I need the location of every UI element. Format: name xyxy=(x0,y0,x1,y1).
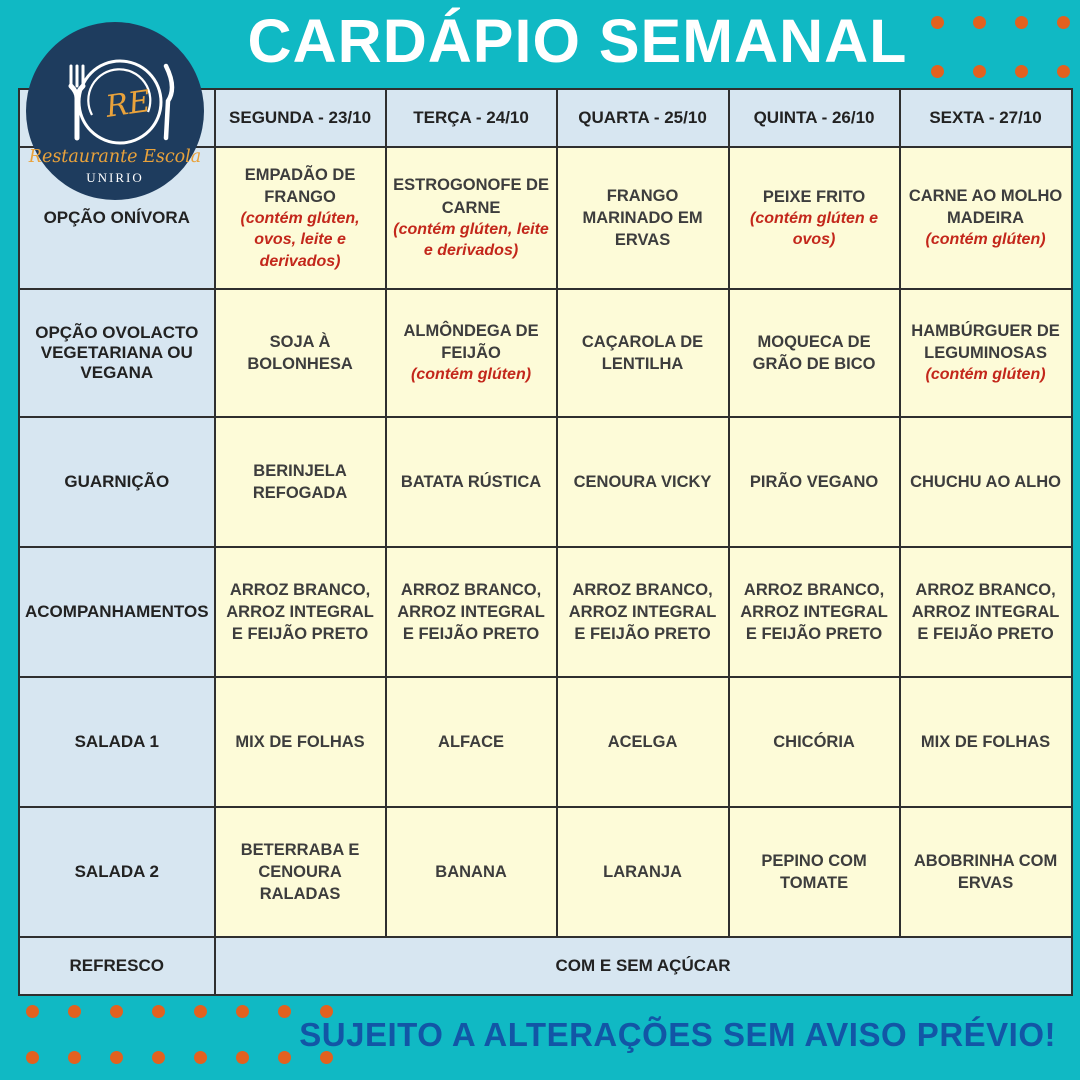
dot-icon xyxy=(1057,65,1070,78)
dot-icon xyxy=(68,1051,81,1064)
dish-name: CARNE AO MOLHO MADEIRA xyxy=(908,187,1063,228)
dot-icon xyxy=(236,1051,249,1064)
logo-org-name: UNIRIO xyxy=(86,170,144,185)
menu-cell xyxy=(729,547,900,677)
dish-name: PEIXE FRITO xyxy=(762,187,866,206)
dot-icon xyxy=(110,1051,123,1064)
dot-icon xyxy=(236,1005,249,1018)
allergen-note: (contém glúten) xyxy=(925,231,1046,249)
allergen-note: (contém glúten, ovos, leite e derivados) xyxy=(240,209,360,270)
dish-name: PEPINO COM TOMATE xyxy=(761,851,867,892)
day-header-monday: SEGUNDA - 23/10 xyxy=(215,89,386,147)
dish-name: CENOURA VICKY xyxy=(573,472,712,491)
menu-cell xyxy=(215,417,386,547)
dish-name: ARROZ BRANCO, ARROZ INTEGRAL E FEIJÃO PRETO xyxy=(226,580,374,644)
dish-name: BANANA xyxy=(435,862,507,881)
row-label-salad2: SALADA 2 xyxy=(19,807,215,937)
dish-name: ACELGA xyxy=(607,732,678,751)
dish-name: SOJA À BOLONHESA xyxy=(247,332,353,373)
menu-cell xyxy=(557,677,729,807)
dish-name: FRANGO MARINADO EM ERVAS xyxy=(582,186,703,250)
day-header-tuesday: TERÇA - 24/10 xyxy=(386,89,557,147)
dish-name: ABOBRINHA COM ERVAS xyxy=(913,851,1058,892)
menu-table xyxy=(18,88,1073,996)
menu-cell xyxy=(386,417,557,547)
menu-cell xyxy=(557,289,729,417)
row-label-omnivore: OPÇÃO ONÍVORA xyxy=(19,147,215,289)
table-row-side xyxy=(19,417,1072,547)
menu-cell xyxy=(215,807,386,937)
dot-icon xyxy=(973,16,986,29)
dish-name: ARROZ BRANCO, ARROZ INTEGRAL E FEIJÃO PRETO xyxy=(397,580,545,644)
dish-name: CAÇAROLA DE LENTILHA xyxy=(581,332,704,373)
dot-icon xyxy=(68,1005,81,1018)
dish-name: ESTROGONOFE DE CARNE xyxy=(393,176,549,217)
dot-icon xyxy=(26,1005,39,1018)
dot-icon xyxy=(278,1051,291,1064)
table-row-vegetarian xyxy=(19,289,1072,417)
dot-icon xyxy=(278,1005,291,1018)
day-header-wednesday: QUARTA - 25/10 xyxy=(557,89,729,147)
menu-cell xyxy=(215,147,386,289)
row-label-staples: ACOMPANHAMENTOS xyxy=(19,547,215,677)
dot-icon xyxy=(194,1005,207,1018)
menu-cell xyxy=(386,677,557,807)
dish-name: CHICÓRIA xyxy=(773,732,855,751)
row-label-side: GUARNIÇÃO xyxy=(19,417,215,547)
dish-name: PIRÃO VEGANO xyxy=(749,472,879,491)
menu-cell xyxy=(215,547,386,677)
dish-name: EMPADÃO DE FRANGO xyxy=(244,165,356,206)
decorative-dots-bottom-left xyxy=(26,1005,333,1064)
row-label-salad1: SALADA 1 xyxy=(19,677,215,807)
table-row-drink xyxy=(19,937,1072,995)
allergen-note: (contém glúten e ovos) xyxy=(750,209,879,249)
allergen-note: (contém glúten) xyxy=(925,366,1046,384)
day-header-friday: SEXTA - 27/10 xyxy=(900,89,1072,147)
menu-cell xyxy=(729,417,900,547)
dish-name: ALMÔNDEGA DE FEIJÃO xyxy=(403,322,539,363)
dish-name: BATATA RÚSTICA xyxy=(400,472,542,491)
dot-icon xyxy=(26,1051,39,1064)
dish-name: MOQUECA DE GRÃO DE BICO xyxy=(752,332,876,373)
restaurant-logo xyxy=(26,22,204,200)
dish-name: LARANJA xyxy=(603,862,682,881)
menu-cell xyxy=(729,147,900,289)
menu-cell xyxy=(900,289,1072,417)
menu-cell xyxy=(900,547,1072,677)
menu-cell xyxy=(557,807,729,937)
menu-cell xyxy=(386,147,557,289)
menu-cell xyxy=(386,807,557,937)
allergen-note: (contém glúten) xyxy=(411,366,532,384)
row-label-vegetarian: OPÇÃO OVOLACTO VEGETARIANA OU VEGANA xyxy=(19,289,215,417)
menu-cell xyxy=(557,147,729,289)
dot-icon xyxy=(110,1005,123,1018)
dish-name: CHUCHU AO ALHO xyxy=(910,472,1062,491)
dot-icon xyxy=(1015,65,1028,78)
dot-icon xyxy=(1057,16,1070,29)
dish-name: MIX DE FOLHAS xyxy=(235,732,365,751)
menu-cell xyxy=(729,807,900,937)
menu-cell xyxy=(900,677,1072,807)
disclaimer-text: SUJEITO A ALTERAÇÕES SEM AVISO PRÉVIO! xyxy=(299,1016,1056,1053)
dot-icon xyxy=(152,1051,165,1064)
menu-cell xyxy=(215,289,386,417)
dish-name: ARROZ BRANCO, ARROZ INTEGRAL E FEIJÃO PRETO xyxy=(740,580,888,644)
dot-icon xyxy=(152,1005,165,1018)
table-row-salad2 xyxy=(19,807,1072,937)
dish-name: ALFACE xyxy=(438,732,505,751)
dot-icon xyxy=(973,65,986,78)
dish-name: ARROZ BRANCO, ARROZ INTEGRAL E FEIJÃO PRETO xyxy=(568,580,717,644)
page-title: CARDÁPIO SEMANAL xyxy=(247,7,908,75)
logo-restaurant-name: Restaurante Escola xyxy=(28,147,202,167)
menu-cell xyxy=(729,677,900,807)
merged-drink-cell: COM E SEM AÇÚCAR xyxy=(215,937,1072,995)
dish-name: MIX DE FOLHAS xyxy=(920,732,1051,751)
menu-cell xyxy=(557,417,729,547)
allergen-note: (contém glúten, leite e derivados) xyxy=(393,220,549,260)
decorative-dots-top-right xyxy=(931,16,1070,78)
menu-cell xyxy=(900,417,1072,547)
table-row-salad1 xyxy=(19,677,1072,807)
menu-cell xyxy=(900,147,1072,289)
logo-monogram: RE xyxy=(103,83,153,125)
dish-name: BETERRABA E CENOURA RALADAS xyxy=(240,840,360,904)
menu-cell xyxy=(729,289,900,417)
dish-name: HAMBÚRGUER DE LEGUMINOSAS xyxy=(911,322,1060,363)
menu-cell xyxy=(386,547,557,677)
table-row-staples xyxy=(19,547,1072,677)
day-header-thursday: QUINTA - 26/10 xyxy=(729,89,900,147)
dish-name: BERINJELA REFOGADA xyxy=(252,461,348,502)
dish-name: ARROZ BRANCO, ARROZ INTEGRAL E FEIJÃO PRETO xyxy=(911,580,1060,644)
dot-icon xyxy=(931,16,944,29)
menu-cell xyxy=(215,677,386,807)
menu-cell xyxy=(557,547,729,677)
dot-icon xyxy=(931,65,944,78)
menu-cell xyxy=(386,289,557,417)
dot-icon xyxy=(1015,16,1028,29)
dot-icon xyxy=(194,1051,207,1064)
menu-cell xyxy=(900,807,1072,937)
row-label-drink: REFRESCO xyxy=(19,937,215,995)
